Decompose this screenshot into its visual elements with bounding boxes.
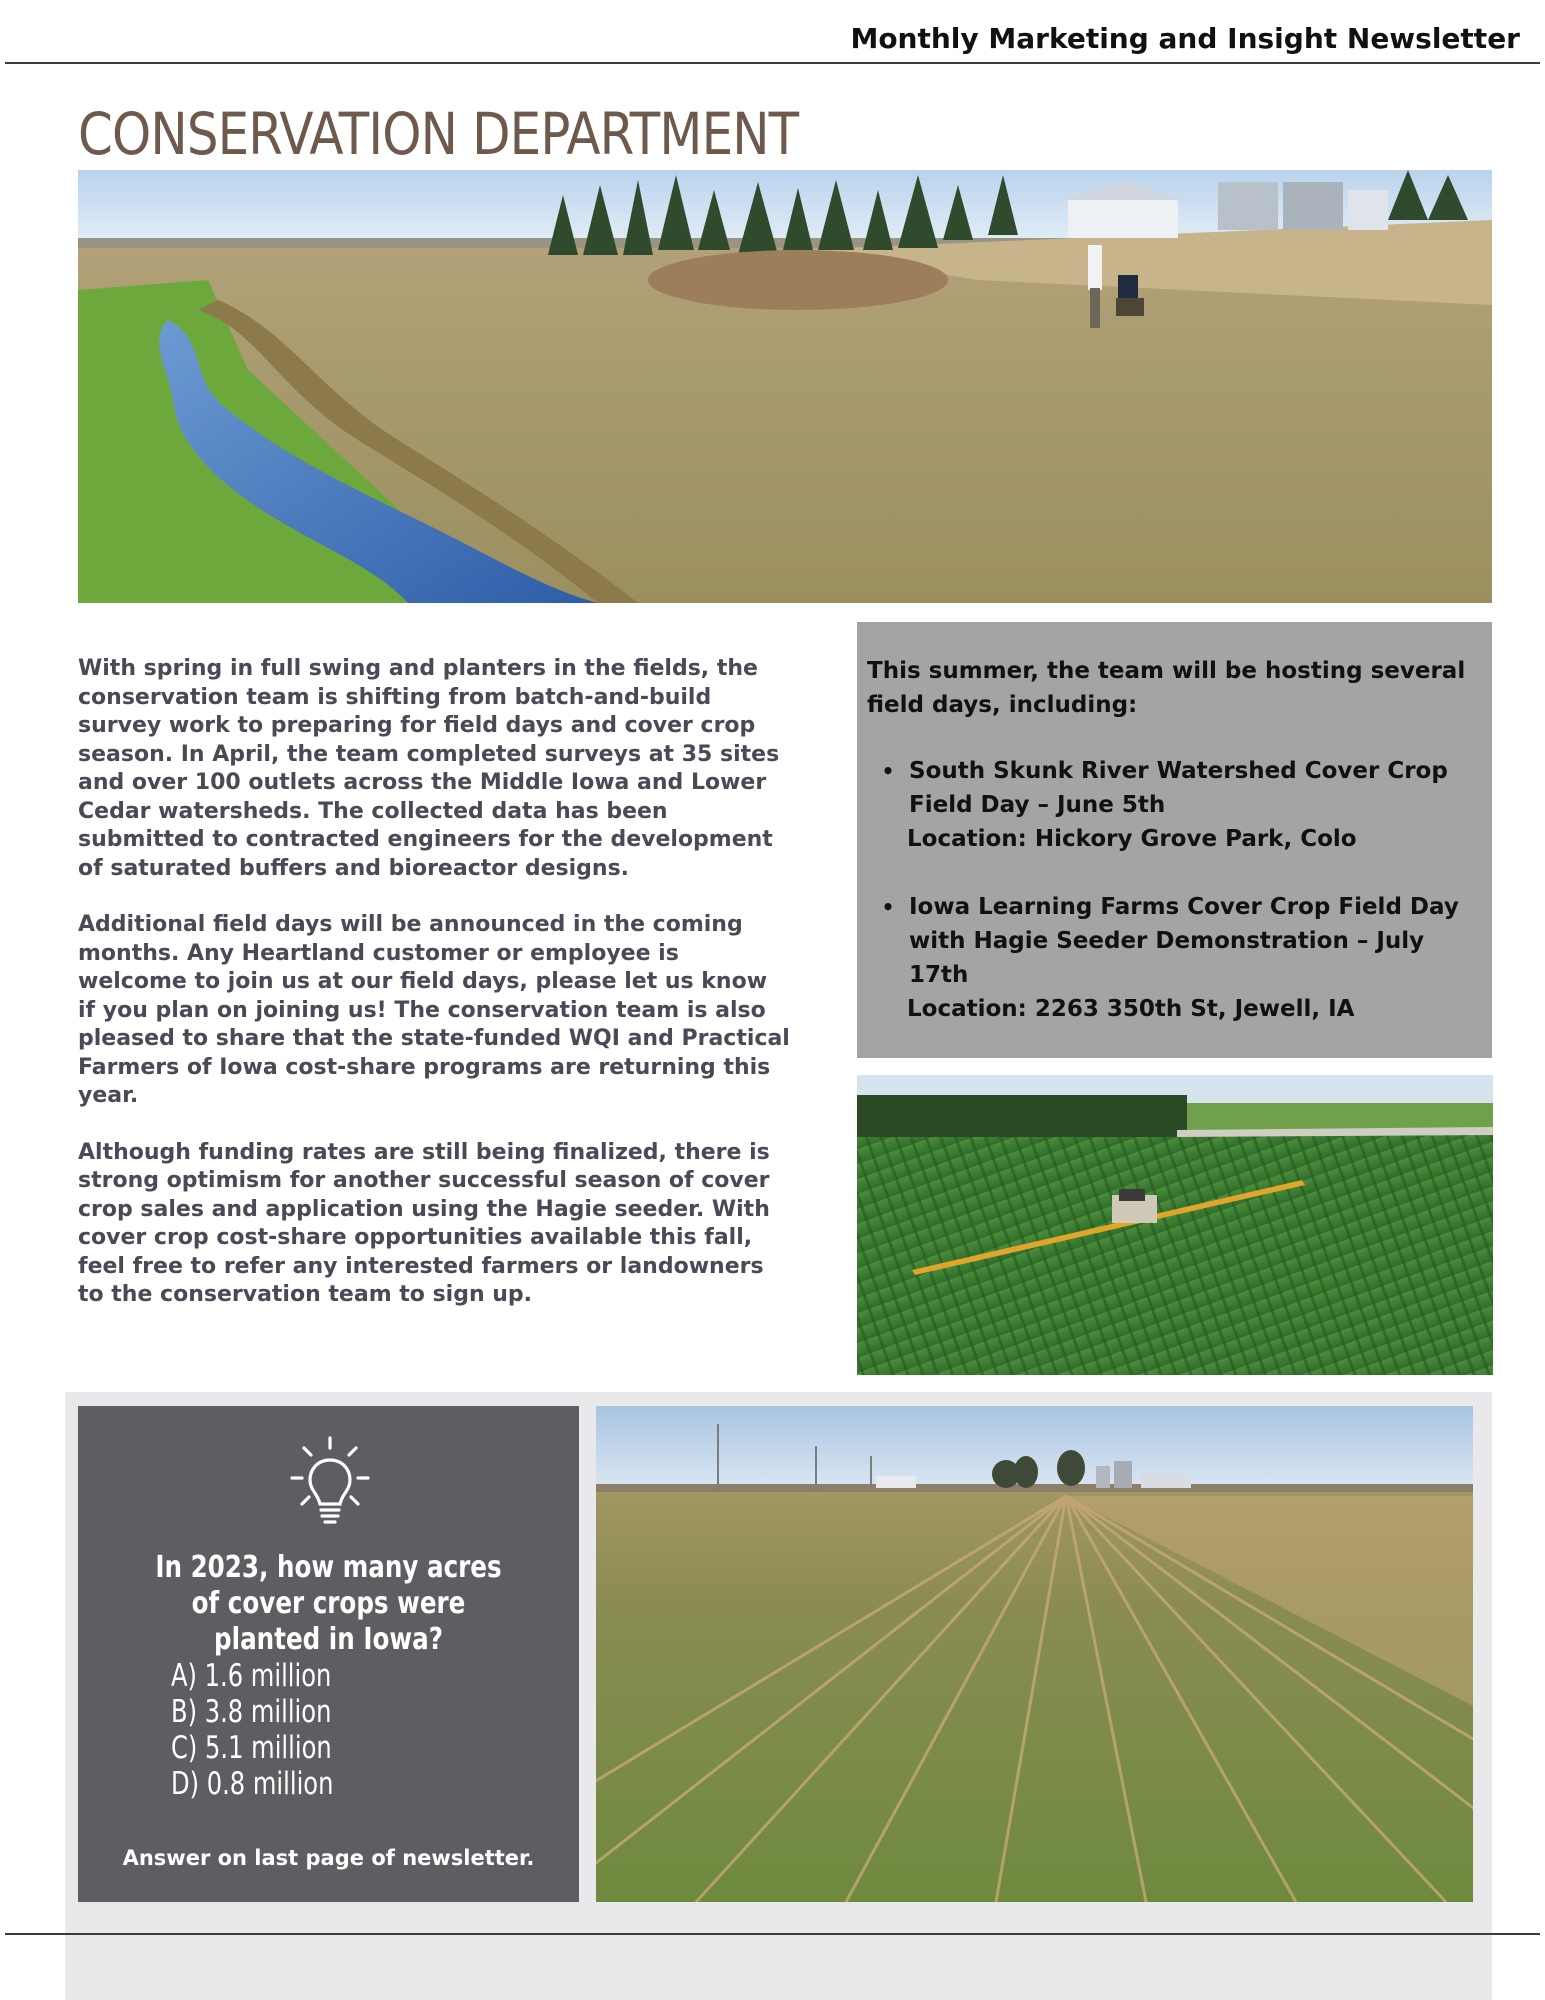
bullet-icon: • [881, 759, 895, 783]
quiz-question: In 2023, how many acres of cover crops were planted in Iowa? [155, 1550, 502, 1657]
hero-photo-creek-survey [78, 170, 1492, 603]
event-name: South Skunk River Watershed Cover Crop Field Day – June 5th [909, 758, 1448, 818]
event-location: Location: 2263 350th St, Jewell, IA [907, 996, 1355, 1022]
quiz-options [171, 1658, 333, 1802]
event-item [867, 890, 1482, 1026]
event-name: Iowa Learning Farms Cover Crop Field Day with Hagie Seeder Demonstration – July 17th [909, 894, 1459, 988]
article-paragraph: With spring in full swing and planters in the fields, the conservation team is shifting from batch-and-build survey work to preparing for field days and cover crop season. In April, the team completed surveys at 35 sites and over 100 outlets across the Middle Iowa and Lower Cedar watersheds. The collected data has been submitted to contracted engineers for the development of saturated buffers and bioreactor designs. [78, 656, 780, 881]
bullet-icon: • [881, 895, 895, 919]
article-paragraph: Additional field days will be announced in the coming months. Any Heartland customer or employee is welcome to join us at our field days, please let us know if you plan on joining us! The conservation team is also pleased to share that the state-funded WQI and Practical Farmers of Iowa cost-share programs are returning this year. [78, 912, 790, 1108]
newsletter-title: Monthly Marketing and Insight Newsletter [850, 22, 1520, 55]
photo-cover-crop-field [596, 1406, 1473, 1902]
lightbulb-icon [290, 1434, 370, 1534]
article-body [78, 655, 790, 1338]
footer-divider [5, 1933, 1540, 1935]
quiz-answer-note: Answer on last page of newsletter. [122, 1846, 535, 1870]
quiz-option: D) 0.8 million [171, 1766, 334, 1802]
photo-hagie-seeder-field [857, 1075, 1493, 1375]
quiz-option: A) 1.6 million [171, 1658, 332, 1694]
header-divider [5, 62, 1540, 64]
quiz-box [78, 1406, 579, 1902]
field-days-box [857, 622, 1492, 1058]
field-days-intro: This summer, the team will be hosting several field days, including: [867, 658, 1466, 718]
section-title: CONSERVATION DEPARTMENT [78, 100, 799, 168]
event-item [867, 754, 1482, 856]
quiz-option: B) 3.8 million [171, 1694, 332, 1730]
quiz-option: C) 5.1 million [171, 1730, 332, 1766]
event-location: Location: Hickory Grove Park, Colo [907, 826, 1357, 852]
article-paragraph: Although funding rates are still being finalized, there is strong optimism for another successful season of cover crop sales and application using the Hagie seeder. With cover crop cost-share opportunities available this fall, feel free to refer any interested farmers or landowners to the conservation team to sign up. [78, 1139, 770, 1307]
